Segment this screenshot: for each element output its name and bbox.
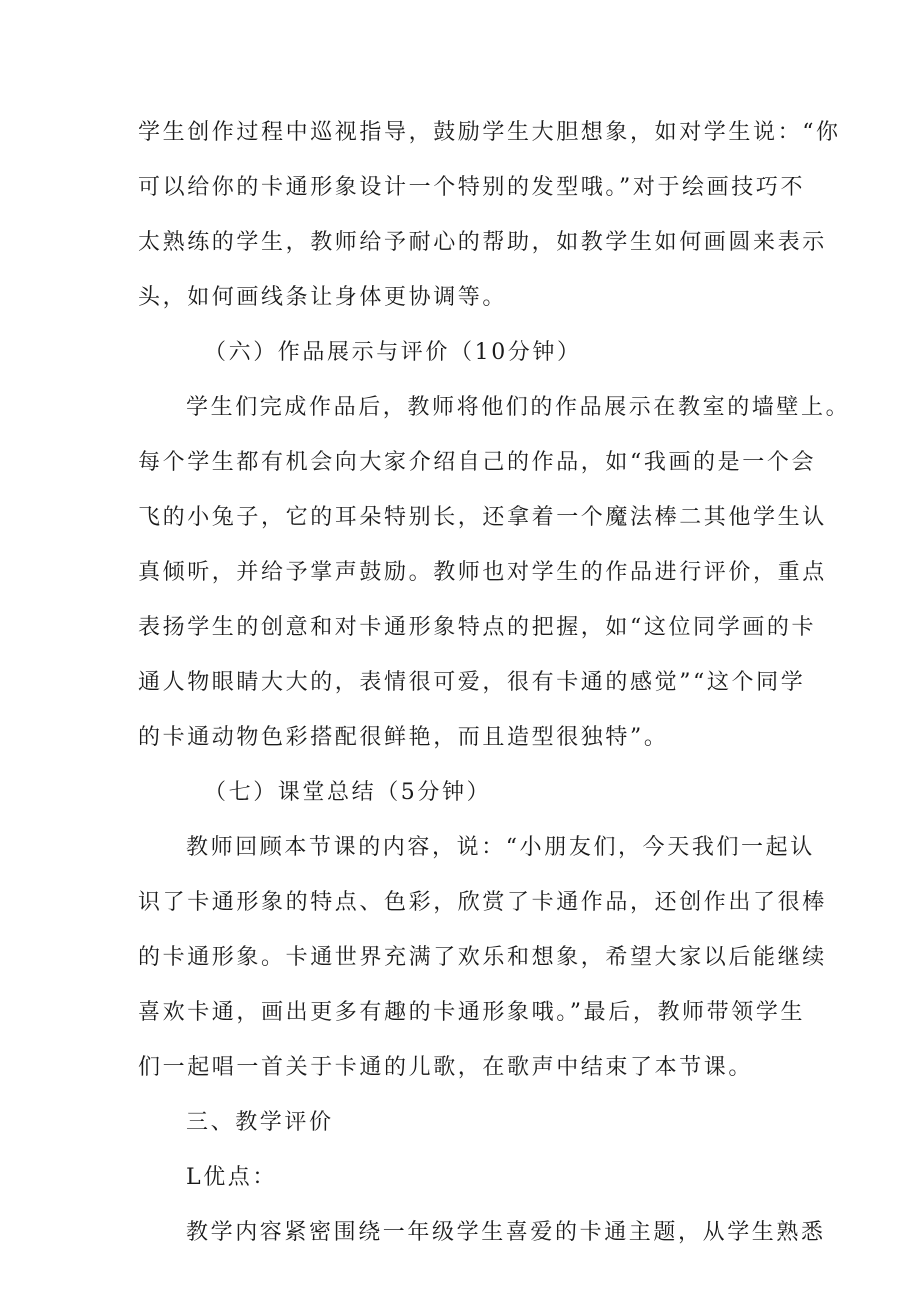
section-heading-works-display: （六）作品展示与评价（10分钟） [204, 340, 582, 365]
text-line: 通人物眼睛大大的，表情很可爱，很有卡通的感觉”“这个同学 [138, 670, 806, 695]
paragraph-class-summary [138, 832, 827, 1084]
text-line: 的卡通动物色彩搭配很鲜艳，而且造型很独特”。 [138, 725, 669, 750]
paragraph-works-display [138, 392, 851, 754]
text-line: 飞的小兔子，它的耳朵特别长，还拿着一个魔法棒二其他学生认 [138, 505, 827, 530]
subsection-heading-advantages: L优点： [186, 1165, 278, 1190]
text-line: 学生创作过程中巡视指导，鼓励学生大胆想象，如对学生说：“你 [138, 120, 841, 145]
text-line: 学生们完成作品后，教师将他们的作品展示在教室的墙壁上。 [186, 395, 851, 420]
text-line: 喜欢卡通，画出更多有趣的卡通形象哦。”最后，教师带领学生 [138, 1000, 806, 1025]
text-line: 教学内容紧密围绕一年级学生喜爱的卡通主题，从学生熟悉 [186, 1220, 826, 1245]
text-line: 太熟练的学生，教师给予耐心的帮助，如教学生如何画圆来表示 [138, 230, 827, 255]
paragraph-supervision [138, 117, 841, 314]
text-line: 识了卡通形象的特点、色彩，欣赏了卡通作品，还创作出了很棒 [138, 890, 827, 915]
section-heading-class-summary: （七）课堂总结（5分钟） [204, 780, 492, 805]
document-page [138, 117, 851, 1249]
text-line: 可以给你的卡通形象设计一个特别的发型哦。”对于绘画技巧不 [138, 175, 806, 200]
text-line: 每个学生都有机会向大家介绍自己的作品，如“我画的是一个会 [138, 450, 817, 475]
section-heading-teaching-evaluation: 三、教学评价 [186, 1110, 334, 1135]
paragraph-advantages [138, 1217, 826, 1249]
text-line: 的卡通形象。卡通世界充满了欢乐和想象，希望大家以后能继续 [138, 945, 827, 970]
text-line: 头，如何画线条让身体更协调等。 [138, 285, 508, 310]
text-line: 教师回顾本节课的内容，说：“小朋友们，今天我们一起认 [186, 835, 815, 860]
text-line: 们一起唱一首关于卡通的儿歌，在歌声中结束了本节课。 [138, 1055, 754, 1080]
text-line: 表扬学生的创意和对卡通形象特点的把握，如“这位同学画的卡 [138, 615, 817, 640]
text-line: 真倾听，并给予掌声鼓励。教师也对学生的作品进行评价，重点 [138, 560, 827, 585]
